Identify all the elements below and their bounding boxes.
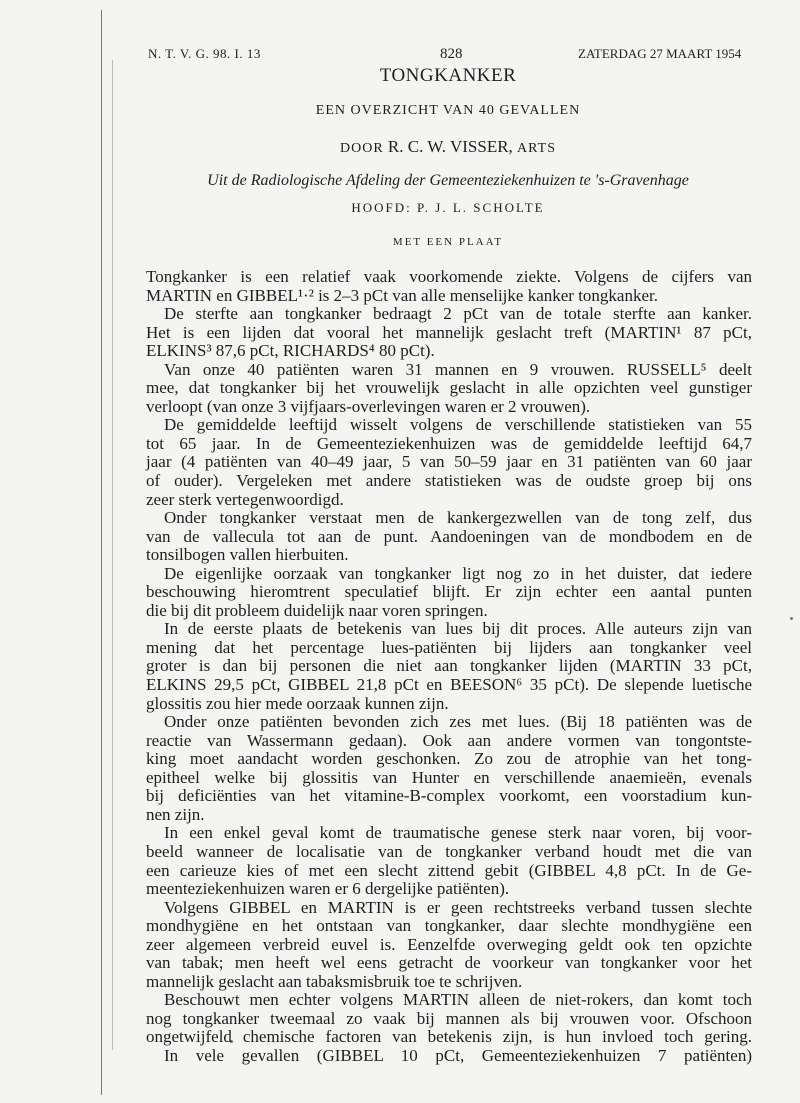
body-line: De sterfte aan tongkanker bedraagt 2 pCt van de totale sterfte aan kanker.	[164, 304, 752, 324]
body-line: zeer algemeen verbreid euvel is. Eenzelfde overweging geldt ook ten opzichte	[146, 934, 752, 954]
body-line: glossitis zou hier mede oorzaak kunnen zijn.	[146, 693, 449, 713]
body-line: tonsilbogen vallen hierbuiten.	[146, 545, 349, 565]
body-line: Van onze 40 patiënten waren 31 mannen en 9 vrouwen. RUSSELL⁵ deelt	[164, 359, 752, 379]
plate-note: MET EEN PLAAT	[392, 236, 504, 248]
issue-date-text: 27 MAART 1954	[649, 46, 742, 61]
body-line: mee, dat tongkanker bij het vrouwelijk geslacht in alle opzichten veel gunstiger	[146, 378, 752, 398]
body-line: beschouwing hieromtrent speculatief blijft. Er zijn echter een aantal punten	[146, 582, 752, 602]
body-line: nen zijn.	[146, 804, 205, 824]
body-line: Beschouwt men echter volgens MARTIN alleen de niet-rokers, dan komt toch	[164, 990, 752, 1010]
body-line: mannelijk geslacht aan tabaksmisbruik toe te schrijven.	[146, 971, 523, 991]
body-line: een carieuze kies of met een slecht zittend gebit (GIBBEL 4,8 pCt. In de Ge-	[146, 860, 752, 880]
body-line: jaar (4 patiënten van 40–49 jaar, 5 van 50–59 jaar en 31 patiënten van 60 jaar	[146, 452, 752, 472]
body-line: Tongkanker is een relatief vaak voorkomende ziekte. Volgens de cijfers van	[146, 267, 752, 286]
body-line: MARTIN en GIBBEL¹·² is 2–3 pCt van alle menselijke kanker tongkanker.	[146, 285, 658, 305]
article-subtitle: EEN OVERZICHT VAN 40 GEVALLEN	[315, 103, 581, 118]
body-line: ELKINS³ 87,6 pCt, RICHARDS⁴ 80 pCt).	[146, 341, 435, 361]
body-line: of ouder). Vergeleken met andere statistieken was de oudste groep bij ons	[146, 471, 752, 491]
journal-reference: N. T. V. G. 98. I. 13	[148, 46, 261, 61]
body-line: mening dat het percentage lues-patiënten bij lijders aan tongkanker veel	[146, 637, 752, 657]
author-name: R. C. W. VISSER,	[387, 137, 513, 156]
page-number: 828	[440, 46, 463, 62]
body-line: nog tongkanker tweemaal zo vaak bij mannen als bij vrouwen voor. Ofschoon	[146, 1008, 752, 1028]
issue-day: ZATERDAG	[578, 46, 647, 61]
body-line: epitheel welke bij glossitis van Hunter en verschillende anaemieën, evenals	[146, 767, 752, 787]
body-line: die bij dit probleem duidelijk naar voren springen.	[146, 600, 488, 620]
issue-date	[578, 46, 741, 62]
department-affiliation: Uit de Radiologische Afdeling der Gemeenteziekenhuizen te 's-Gravenhage	[207, 172, 689, 189]
body-line: ongetwijfeld chemische factoren van betekenis zijn, is hun invloed toch gering.	[146, 1027, 752, 1047]
body-line: zeer sterk vertegenwoordigd.	[146, 489, 344, 509]
author-suffix: ARTS	[517, 141, 556, 156]
author-line	[0, 137, 800, 157]
body-line: In de eerste plaats de betekenis van lues bij dit proces. Alle auteurs zijn van	[164, 619, 752, 639]
body-line: bij deficiënties van het vitamine-B-complex voorkomt, een voorstadium kun-	[146, 786, 752, 806]
body-line: Onder onze patiënten bevonden zich zes met lues. (Bij 18 patiënten was de	[164, 712, 752, 732]
body-line: tot 65 jaar. In de Gemeenteziekenhuizen was de gemiddelde leeftijd 64,7	[146, 433, 752, 453]
body-line: king moet aandacht worden geschonken. Zo zou de atrophie van het tong-	[146, 749, 752, 769]
article-title: TONGKANKER	[379, 65, 517, 86]
body-line: meenteziekenhuizen waren er 6 dergelijke patiënten).	[146, 879, 510, 899]
body-line: Het is een lijden dat vooral het mannelijk geslacht treft (MARTIN¹ 87 pCt,	[146, 322, 752, 342]
body-line: De eigenlijke oorzaak van tongkanker ligt nog zo in het duister, dat iedere	[164, 563, 752, 583]
body-line: van tabak; men heeft wel eens getracht de voorkeur van tongkanker voor het	[146, 953, 752, 973]
body-line: verloopt (van onze 3 vijfjaars-overlevingen waren er 2 vrouwen).	[146, 396, 591, 416]
scan-speck	[790, 617, 793, 620]
body-line: mondhygiëne en het ontstaan van tongkanker, daar slechte mondhygiëne een	[146, 916, 752, 936]
article-body	[146, 268, 752, 1066]
body-line: groter is dan bij personen die niet aan tongkanker lijden (MARTIN 33 pCt,	[146, 656, 752, 676]
body-line: Onder tongkanker verstaat men de kankergezwellen van de tong zelf, dus	[164, 508, 752, 528]
body-line: van de vallecula tot aan de punt. Aandoeningen van de mondbodem en de	[146, 526, 752, 546]
body-line: reactie van Wassermann gedaan). Ook aan andere vormen van tongontste-	[146, 730, 752, 750]
body-line: ELKINS 29,5 pCt, GIBBEL 21,8 pCt en BEESON⁶ 35 pCt). De slepende luetische	[146, 675, 752, 695]
body-line: Volgens GIBBEL en MARTIN is er geen rechtstreeks verband tussen slechte	[164, 897, 752, 917]
department-head: HOOFD: P. J. L. SCHOLTE	[351, 200, 545, 215]
body-line: In een enkel geval komt de traumatische genese sterk naar voren, bij voor-	[164, 823, 752, 843]
body-line: De gemiddelde leeftijd wisselt volgens de verschillende statistieken van 55	[164, 415, 752, 435]
body-line: beeld wanneer de localisatie van de tongkanker verband houdt met die van	[146, 841, 752, 861]
author-prefix: DOOR	[340, 141, 384, 156]
body-line: In vele gevallen (GIBBEL 10 pCt, Gemeenteziekenhuizen 7 patiënten)	[164, 1045, 752, 1065]
